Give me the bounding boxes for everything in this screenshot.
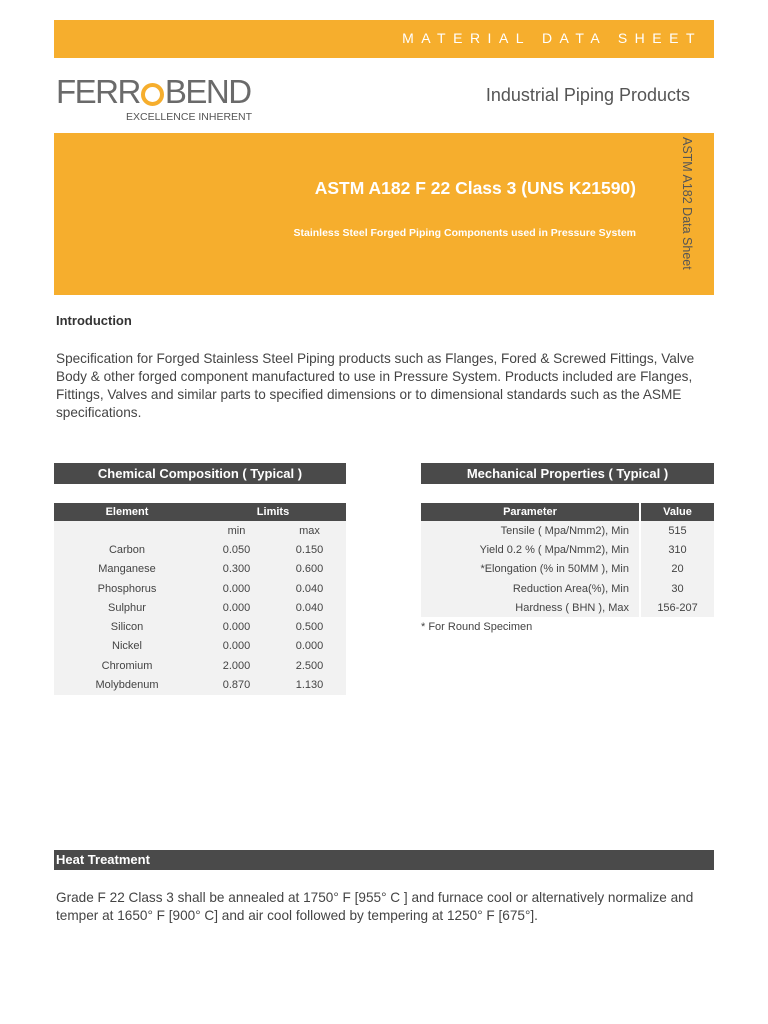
logo-text-right: BEND — [164, 73, 251, 110]
element-cell: Nickel — [112, 640, 142, 653]
table-row — [421, 598, 714, 617]
heat-treatment-text: Grade F 22 Class 3 shall be annealed at 1750° F [955° C ] and furnace cool or alternatively normalize and temper at 1650° F [900° C] and air cool followed by tempering at 1250° F [675°]. — [56, 890, 694, 923]
element-cell: Sulphur — [108, 601, 146, 614]
logo-tagline: EXCELLENCE INHERENT — [126, 111, 253, 123]
table-row — [54, 637, 346, 656]
col-parameter: Parameter — [421, 503, 640, 521]
element-cell: Chromium — [101, 659, 153, 672]
sub-max: max — [299, 524, 320, 537]
max-cell: 0.600 — [295, 563, 324, 576]
table-row — [54, 540, 346, 559]
min-cell: 0.000 — [222, 601, 251, 614]
min-cell: 2.000 — [222, 659, 251, 672]
intro-heading: Introduction — [56, 313, 132, 328]
page-title: ASTM A182 F 22 Class 3 (UNS K21590) — [314, 178, 636, 198]
max-cell: 0.500 — [295, 621, 324, 634]
min-cell: 0.000 — [222, 640, 251, 653]
chemical-table — [54, 503, 346, 695]
col-value: Value — [640, 503, 714, 521]
max-cell: 0.040 — [295, 582, 324, 595]
element-cell: Carbon — [108, 543, 146, 556]
table-row — [421, 579, 714, 598]
table-row — [421, 560, 714, 579]
sub-min: min — [227, 524, 246, 537]
band-label: MATERIAL DATA SHEET — [402, 30, 702, 46]
chemical-heading: Chemical Composition ( Typical ) — [54, 463, 346, 484]
logo-ring-icon — [141, 83, 164, 106]
min-cell: 0.050 — [222, 543, 251, 556]
specimen-note: * For Round Specimen — [421, 621, 533, 633]
min-cell: 0.870 — [222, 679, 251, 692]
table-row — [421, 521, 714, 540]
intro-text: Specification for Forged Stainless Steel Piping products such as Flanges, Fored & Screwed Fittings, Valve Body & other forged component manufactured to use in Pressure System. Products included are Flanges, Fittings, Valves and similar parts to specified dimensions or to dimensional standards such as the ASME specifications. — [56, 351, 695, 420]
max-cell: 0.040 — [295, 601, 324, 614]
mechanical-heading: Mechanical Properties ( Typical ) — [421, 463, 714, 484]
value-cell: 30 — [640, 579, 714, 598]
element-cell: Phosphorus — [97, 582, 157, 595]
parameter-cell: *Elongation (% in 50MM ), Min — [480, 563, 629, 576]
table-row — [54, 617, 346, 636]
vertical-label: ASTM A182 Data Sheet — [680, 137, 694, 270]
page-subtitle: Industrial Piping Products — [485, 85, 690, 105]
top-band — [54, 20, 714, 58]
logo-text-left: FERR — [56, 73, 140, 110]
value-cell: 20 — [640, 560, 714, 579]
logo — [56, 74, 256, 126]
value-cell: 515 — [640, 521, 714, 540]
parameter-cell: Tensile ( Mpa/Nmm2), Min — [500, 524, 629, 537]
table-row — [54, 598, 346, 617]
heat-treatment-heading: Heat Treatment — [54, 850, 714, 870]
element-cell: Manganese — [98, 563, 156, 576]
max-cell: 0.000 — [295, 640, 324, 653]
element-cell: Silicon — [110, 621, 144, 634]
value-cell: 156-207 — [640, 598, 714, 617]
element-cell: Molybdenum — [95, 679, 159, 692]
parameter-cell: Hardness ( BHN ), Max — [515, 601, 629, 614]
hero-description: Stainless Steel Forged Piping Components used in Pressure System — [293, 227, 636, 239]
max-cell: 1.130 — [295, 679, 324, 692]
col-element: Element — [54, 503, 200, 521]
table-row — [54, 521, 346, 540]
table-row — [54, 560, 346, 579]
table-row — [54, 675, 346, 694]
table-row — [54, 656, 346, 675]
col-limits: Limits — [200, 503, 346, 521]
parameter-cell: Reduction Area(%), Min — [512, 582, 629, 595]
min-cell: 0.000 — [222, 582, 251, 595]
hero-banner — [54, 133, 714, 295]
parameter-cell: Yield 0.2 % ( Mpa/Nmm2), Min — [479, 543, 629, 556]
table-row — [54, 579, 346, 598]
max-cell: 2.500 — [295, 659, 324, 672]
max-cell: 0.150 — [295, 543, 324, 556]
min-cell: 0.300 — [222, 563, 251, 576]
table-row — [421, 540, 714, 559]
value-cell: 310 — [640, 540, 714, 559]
mechanical-table — [421, 503, 714, 617]
min-cell: 0.000 — [222, 621, 251, 634]
